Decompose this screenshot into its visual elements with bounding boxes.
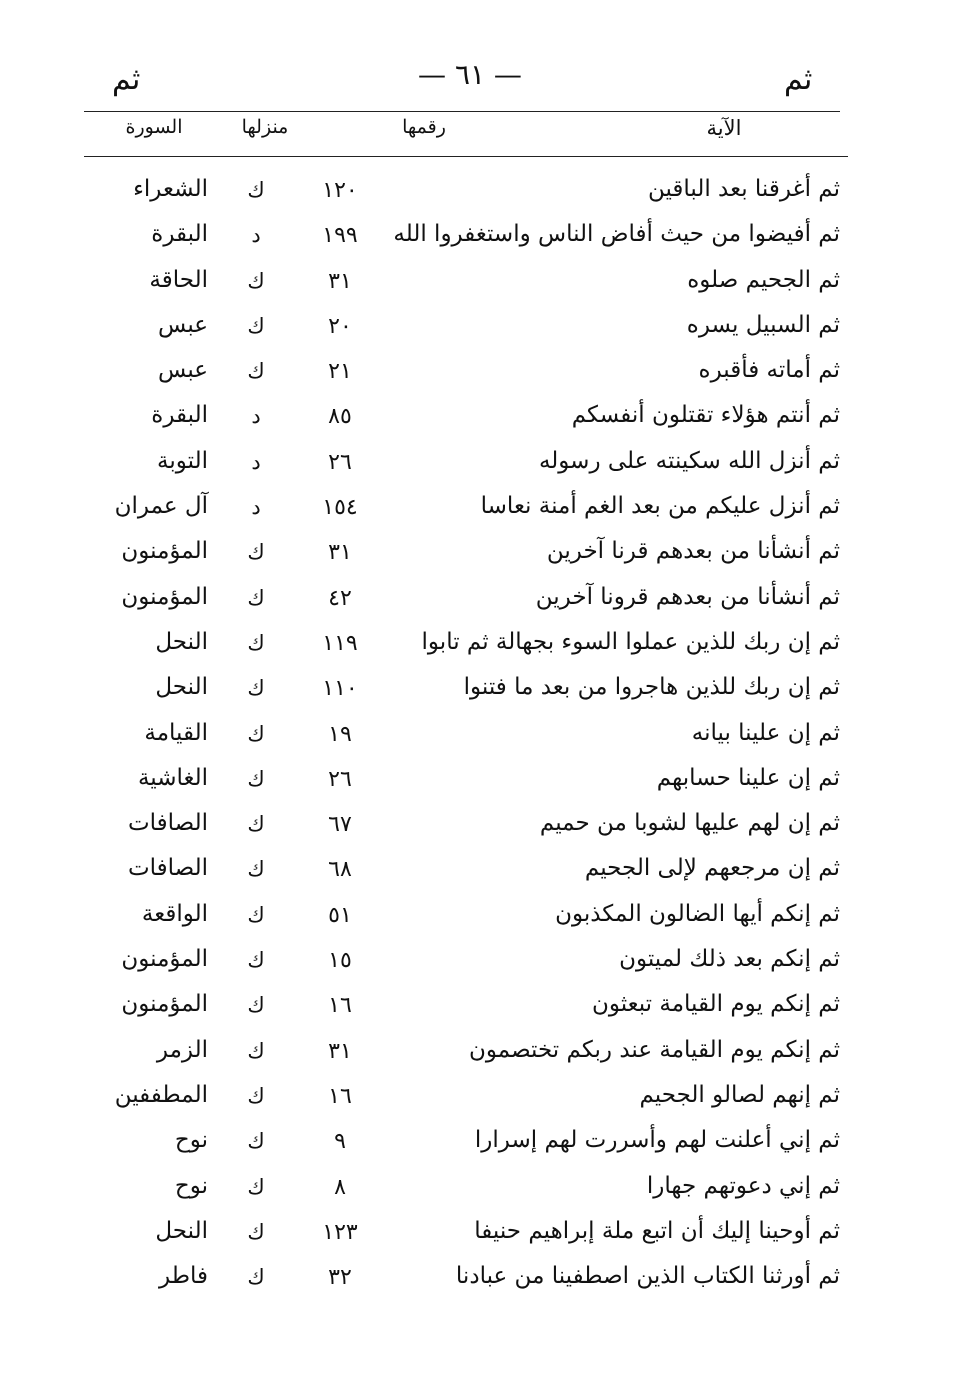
surah-name: المؤمنون: [121, 583, 208, 610]
table-row: [0, 306, 968, 351]
surah-name: القيامة: [144, 719, 208, 746]
surah-name: المؤمنون: [121, 538, 208, 565]
ayah-text: ثم الجحيم صلوه: [687, 266, 840, 293]
table-row: [0, 351, 968, 396]
revelation-place: ك: [247, 766, 265, 791]
ayah-text: ثم إن ربك للذين هاجروا من بعد ما فتنوا: [463, 674, 840, 701]
surah-name: نوح: [174, 1127, 208, 1154]
ayah-number: ٨٥: [328, 404, 352, 430]
ayah-number: ٣١: [328, 540, 352, 566]
ayah-number: ٢٠: [328, 313, 352, 339]
surah-name: عبس: [158, 311, 208, 338]
ayah-number: ٥١: [328, 902, 352, 928]
surah-name: المطففين: [114, 1081, 208, 1108]
table-row: [0, 1076, 968, 1121]
revelation-place: ك: [247, 812, 265, 837]
top-rule: [84, 111, 840, 112]
table-row: [0, 985, 968, 1030]
surah-name: آل عمران: [114, 493, 208, 520]
ayah-text: ثم إنكم بعد ذلك لميتون: [619, 946, 840, 973]
ayah-text: ثم إن علينا بيانه: [691, 719, 840, 746]
ayah-number: ٢٦: [328, 449, 352, 475]
ayah-number: ٩: [334, 1129, 346, 1155]
ayah-number: ١٥: [328, 948, 352, 974]
ayah-number: ٦٨: [328, 857, 352, 883]
surah-name: البقرة: [151, 221, 208, 248]
ayah-number: ١٦: [328, 1083, 352, 1109]
table-row: [0, 1257, 968, 1302]
ayah-text: ثم السبيل يسره: [686, 311, 840, 338]
table-row: [0, 215, 968, 260]
ayah-text: ثم إن ربك للذين عملوا السوء بجهالة ثم تابوا: [421, 628, 840, 655]
surah-name: الصافات: [127, 855, 208, 882]
revelation-place: ك: [247, 268, 265, 293]
revelation-place: ك: [247, 857, 265, 882]
surah-name: نوح: [174, 1172, 208, 1199]
surah-name: الغاشية: [137, 764, 208, 791]
ayah-number: ١٥٤: [322, 495, 358, 521]
revelation-place: ك: [247, 1265, 265, 1290]
table-row: [0, 442, 968, 487]
ayah-text: ثم إني دعوتهم جهارا: [646, 1172, 840, 1199]
surah-name: النحل: [155, 674, 208, 701]
surah-name: الزمر: [156, 1036, 208, 1063]
revelation-place: ك: [247, 540, 265, 565]
ayah-text: ثم أورثنا الكتاب الذين اصطفينا من عبادنا: [455, 1263, 840, 1290]
ayah-text: ثم أماته فأقبره: [698, 357, 840, 384]
table-row: [0, 261, 968, 306]
header-rule: [84, 156, 848, 157]
ayah-text: ثم أنشأنا من بعدهم قرونا آخرين: [535, 583, 840, 610]
surah-name: الشعراء: [133, 176, 208, 202]
ayah-number: ٢٦: [328, 766, 352, 792]
table-row: [0, 895, 968, 940]
ayah-number: ١٢٠: [322, 178, 358, 203]
ayah-number: ٤٢: [328, 585, 352, 611]
running-head-left: ثم: [112, 62, 141, 97]
surah-name: الواقعة: [141, 900, 208, 927]
ayah-text: ثم إنكم يوم القيامة تبعثون: [591, 991, 840, 1018]
revelation-place: ك: [247, 178, 265, 202]
page-number: — ٦١ —: [418, 58, 522, 91]
table-row: [0, 940, 968, 985]
ayah-text: ثم أنزل الله سكينته على رسوله: [538, 447, 840, 474]
surah-name: الصافات: [127, 810, 208, 837]
ayah-number: ١٦: [328, 993, 352, 1019]
ayah-number: ١٩٩: [322, 223, 358, 249]
ayah-number: ١١٠: [322, 676, 358, 702]
table-row: [0, 623, 968, 668]
revelation-place: د: [251, 449, 261, 474]
column-header-surah: السورة: [125, 116, 183, 138]
table-row: [0, 1121, 968, 1166]
ayah-text: ثم أنشأنا من بعدهم قرنا آخرين: [546, 538, 840, 565]
revelation-place: ك: [247, 1174, 265, 1199]
revelation-place: ك: [247, 585, 265, 610]
ayah-number: ٣٢: [328, 1265, 352, 1291]
column-header-ayah: الآية: [706, 116, 742, 140]
column-header-number: رقمها: [402, 116, 446, 138]
table-row: [0, 1031, 968, 1076]
ayah-number: ٣١: [328, 268, 352, 294]
table-header: [84, 116, 848, 154]
surah-name: المؤمنون: [121, 991, 208, 1018]
revelation-place: ك: [247, 630, 265, 655]
table-row: [0, 668, 968, 713]
revelation-place: ك: [247, 676, 265, 701]
ayah-text: ثم إنكم يوم القيامة عند ربكم تختصمون: [469, 1036, 840, 1063]
ayah-text: ثم أنزل عليكم من بعد الغم أمنة نعاسا: [480, 493, 840, 520]
table-row: [0, 1167, 968, 1212]
ayah-number: ٢١: [328, 359, 352, 385]
ayah-text: ثم إن علينا حسابهم: [656, 764, 840, 791]
table-row: [0, 1212, 968, 1257]
revelation-place: ك: [247, 1129, 265, 1154]
revelation-place: د: [251, 404, 261, 429]
surah-name: البقرة: [151, 402, 208, 429]
revelation-place: ك: [247, 1038, 265, 1063]
surah-name: المؤمنون: [121, 946, 208, 973]
surah-name: النحل: [155, 628, 208, 655]
ayah-text: ثم إني أعلنت لهم وأسررت لهم إسرارا: [474, 1127, 840, 1154]
ayah-number: ١٩: [328, 721, 352, 747]
column-header-place: منزلها: [241, 116, 289, 138]
ayah-text: ثم أنتم هؤلاء تقتلون أنفسكم: [571, 402, 840, 429]
ayah-text: ثم إنهم لصالو الجحيم: [639, 1081, 840, 1108]
table-row: [0, 487, 968, 532]
ayah-number: ١٢٣: [322, 1219, 358, 1245]
surah-name: الحاقة: [149, 266, 208, 293]
table-row: [0, 804, 968, 849]
ayah-number: ٣١: [328, 1038, 352, 1064]
surah-name: عبس: [158, 357, 208, 384]
revelation-place: ك: [247, 721, 265, 746]
revelation-place: د: [251, 495, 261, 520]
ayah-text: ثم إن لهم عليها لشوبا من حميم: [539, 810, 840, 837]
ayah-number: ٨: [334, 1174, 346, 1200]
ayah-text: ثم أفيضوا من حيث أفاض الناس واستغفروا الله: [393, 221, 840, 248]
running-head-right: ثم: [784, 62, 813, 97]
table-row: [0, 396, 968, 441]
table-row: [0, 849, 968, 894]
revelation-place: ك: [247, 1083, 265, 1108]
ayah-text: ثم أوحينا إليك أن اتبع ملة إبراهيم حنيفا: [474, 1217, 840, 1244]
ayah-number: ١١٩: [322, 630, 358, 656]
revelation-place: ك: [247, 948, 265, 973]
revelation-place: ك: [247, 993, 265, 1018]
table-row: [0, 714, 968, 759]
ayah-text: ثم أغرقنا بعد الباقين: [647, 176, 840, 202]
ayah-number: ٦٧: [328, 812, 352, 838]
revelation-place: د: [251, 223, 261, 248]
table-row: [0, 578, 968, 623]
table-row: [0, 532, 968, 577]
revelation-place: ك: [247, 902, 265, 927]
revelation-place: ك: [247, 359, 265, 384]
ayah-text: ثم إن مرجعهم لإلى الجحيم: [584, 855, 840, 882]
ayah-text: ثم إنكم أيها الضالون المكذبون: [555, 900, 840, 927]
surah-name: التوبة: [157, 447, 208, 474]
table-row: [0, 759, 968, 804]
surah-name: النحل: [155, 1217, 208, 1244]
revelation-place: ك: [247, 1219, 265, 1244]
revelation-place: ك: [247, 313, 265, 338]
surah-name: فاطر: [159, 1263, 208, 1290]
index-table-body: [0, 170, 968, 1302]
table-row: [0, 170, 968, 215]
